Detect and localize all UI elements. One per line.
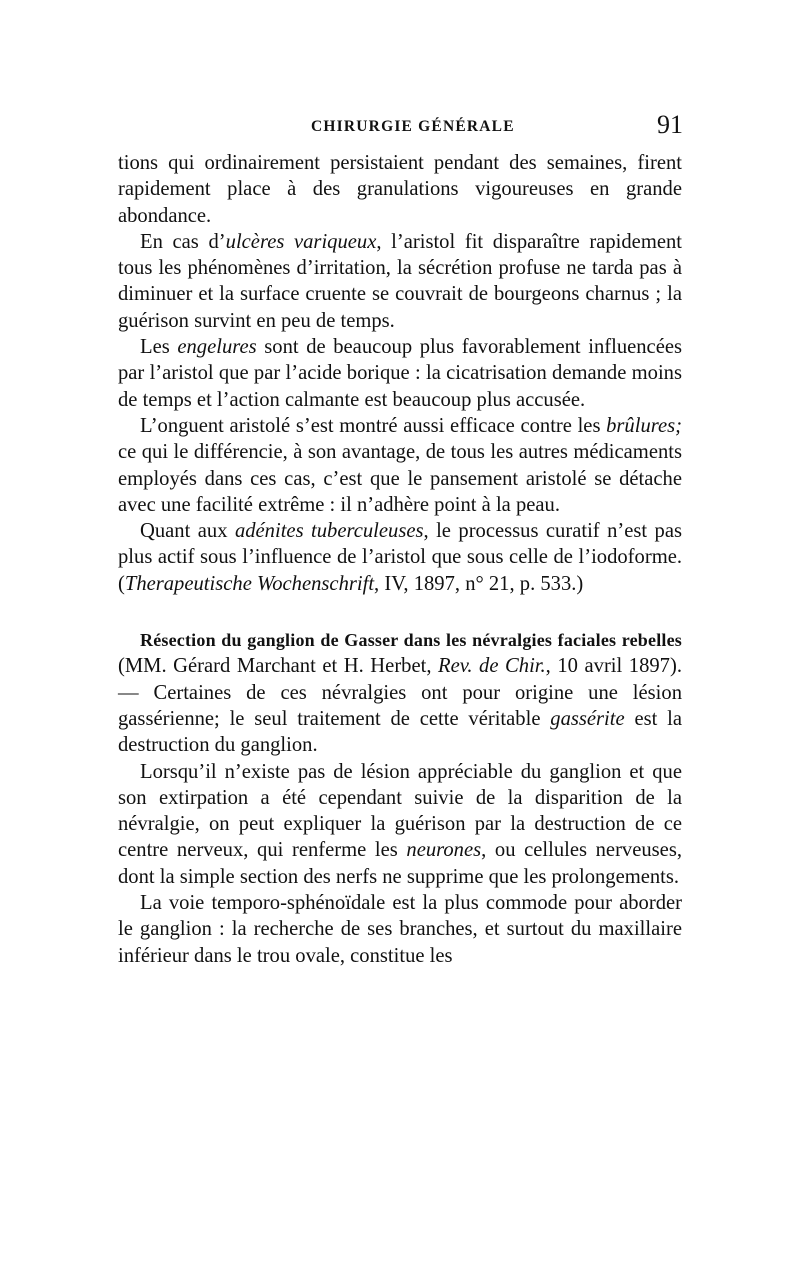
paragraph-5 (118, 518, 682, 597)
paragraph-7 (118, 759, 682, 890)
paragraph-2-text-c: , l’aristol fit disparaître rapidement tous les phénomènes d’irritation, la sécrétion profuse ne tarda pas à diminuer et la surface cruente se couvrait de bourgeons charnus ; la guérison survint en peu de temps. (118, 230, 683, 332)
paragraph-7-text-c: , ou cellules nerveuses, dont la simple section des nerfs ne supprime que les prolongements. (118, 839, 682, 888)
paragraph-5-text-c: , le processus curatif n’est pas plus actif sous l’influence de l’aristol que sous celle de l’iodoforme. ( (118, 520, 683, 595)
running-title: CHIRURGIE GÉNÉRALE (311, 118, 515, 135)
paragraph-4-italic: brûlures; (606, 414, 682, 437)
section-spacer (118, 597, 682, 627)
paragraph-6-text-c: , 10 avril 1897). — Certaines de ces névralgies ont pour origine une lésion gassérienne; le seul traitement de cette véritable (118, 655, 682, 730)
paragraph-6-italic: gassérite (550, 707, 625, 730)
paragraph-2 (118, 229, 682, 334)
body-text (118, 150, 682, 969)
paragraph-6 (118, 627, 682, 758)
paragraph-6-journal: Rev. de Chir. (438, 655, 546, 678)
paragraph-2-italic: ulcères variqueux (225, 230, 377, 253)
paragraph-3-text-a: Les (140, 336, 178, 359)
paragraph-5-citation: , IV, 1897, n° 21, p. 533.) (374, 572, 584, 595)
paragraph-3 (118, 334, 682, 413)
paragraph-3-italic: engelures (177, 336, 257, 359)
paragraph-1: tions qui ordinairement persistaient pendant des semaines, firent rapidement place à des granulations vigoureuses en grande abondance. (118, 152, 682, 227)
paragraph-6-text-a: (MM. Gérard Marchant et H. Herbet, (118, 655, 439, 678)
paragraph-7-text-a: Lorsqu’il n’existe pas de lésion appréciable du ganglion et que son extirpation a été cependant suivie de la disparition de la névralgie, on peut expliquer la guérison par la destruction de ce centre nerveux, qui renferme les (118, 760, 682, 862)
section-heading: Résection du ganglion de Gasser dans les névralgies faciales rebelles (140, 630, 682, 651)
journal-title: Therapeutische Wochenschrift (124, 572, 375, 595)
paragraph-4 (118, 413, 682, 518)
paragraph-4-text-a: L’onguent aristolé s’est montré aussi efficace contre les (140, 414, 607, 437)
page-number: 91 (657, 110, 683, 139)
paragraph-5-italic: adénites tuberculeuses (234, 520, 424, 543)
paragraph-5-text-a: Quant aux (140, 520, 235, 543)
paragraph-3-text-c: sont de beaucoup plus favorablement influencées par l’aristol que par l’acide borique : la cicatrisation demande moins de temps et l’action calmante est beaucoup plus accusée. (118, 336, 682, 411)
paragraph-6-text-e: est la destruction du ganglion. (118, 707, 682, 757)
paragraph-4-text-c: ce qui le différencie, à son avantage, de tous les autres médicaments employés dans ces cas, c’est que le pansement aristolé se détache avec une facilité extrême : il n’adhère point à la peau. (118, 441, 682, 516)
paragraph-2-text-a: En cas d’ (140, 230, 226, 253)
paragraph-7-italic: neurones (406, 839, 482, 862)
page-header (118, 110, 683, 146)
paragraph-8: La voie temporo-sphénoïdale est la plus commode pour aborder le ganglion : la recherche de ses branches, et surtout du maxillaire inférieur dans le trou ovale, constitue les (118, 892, 682, 967)
